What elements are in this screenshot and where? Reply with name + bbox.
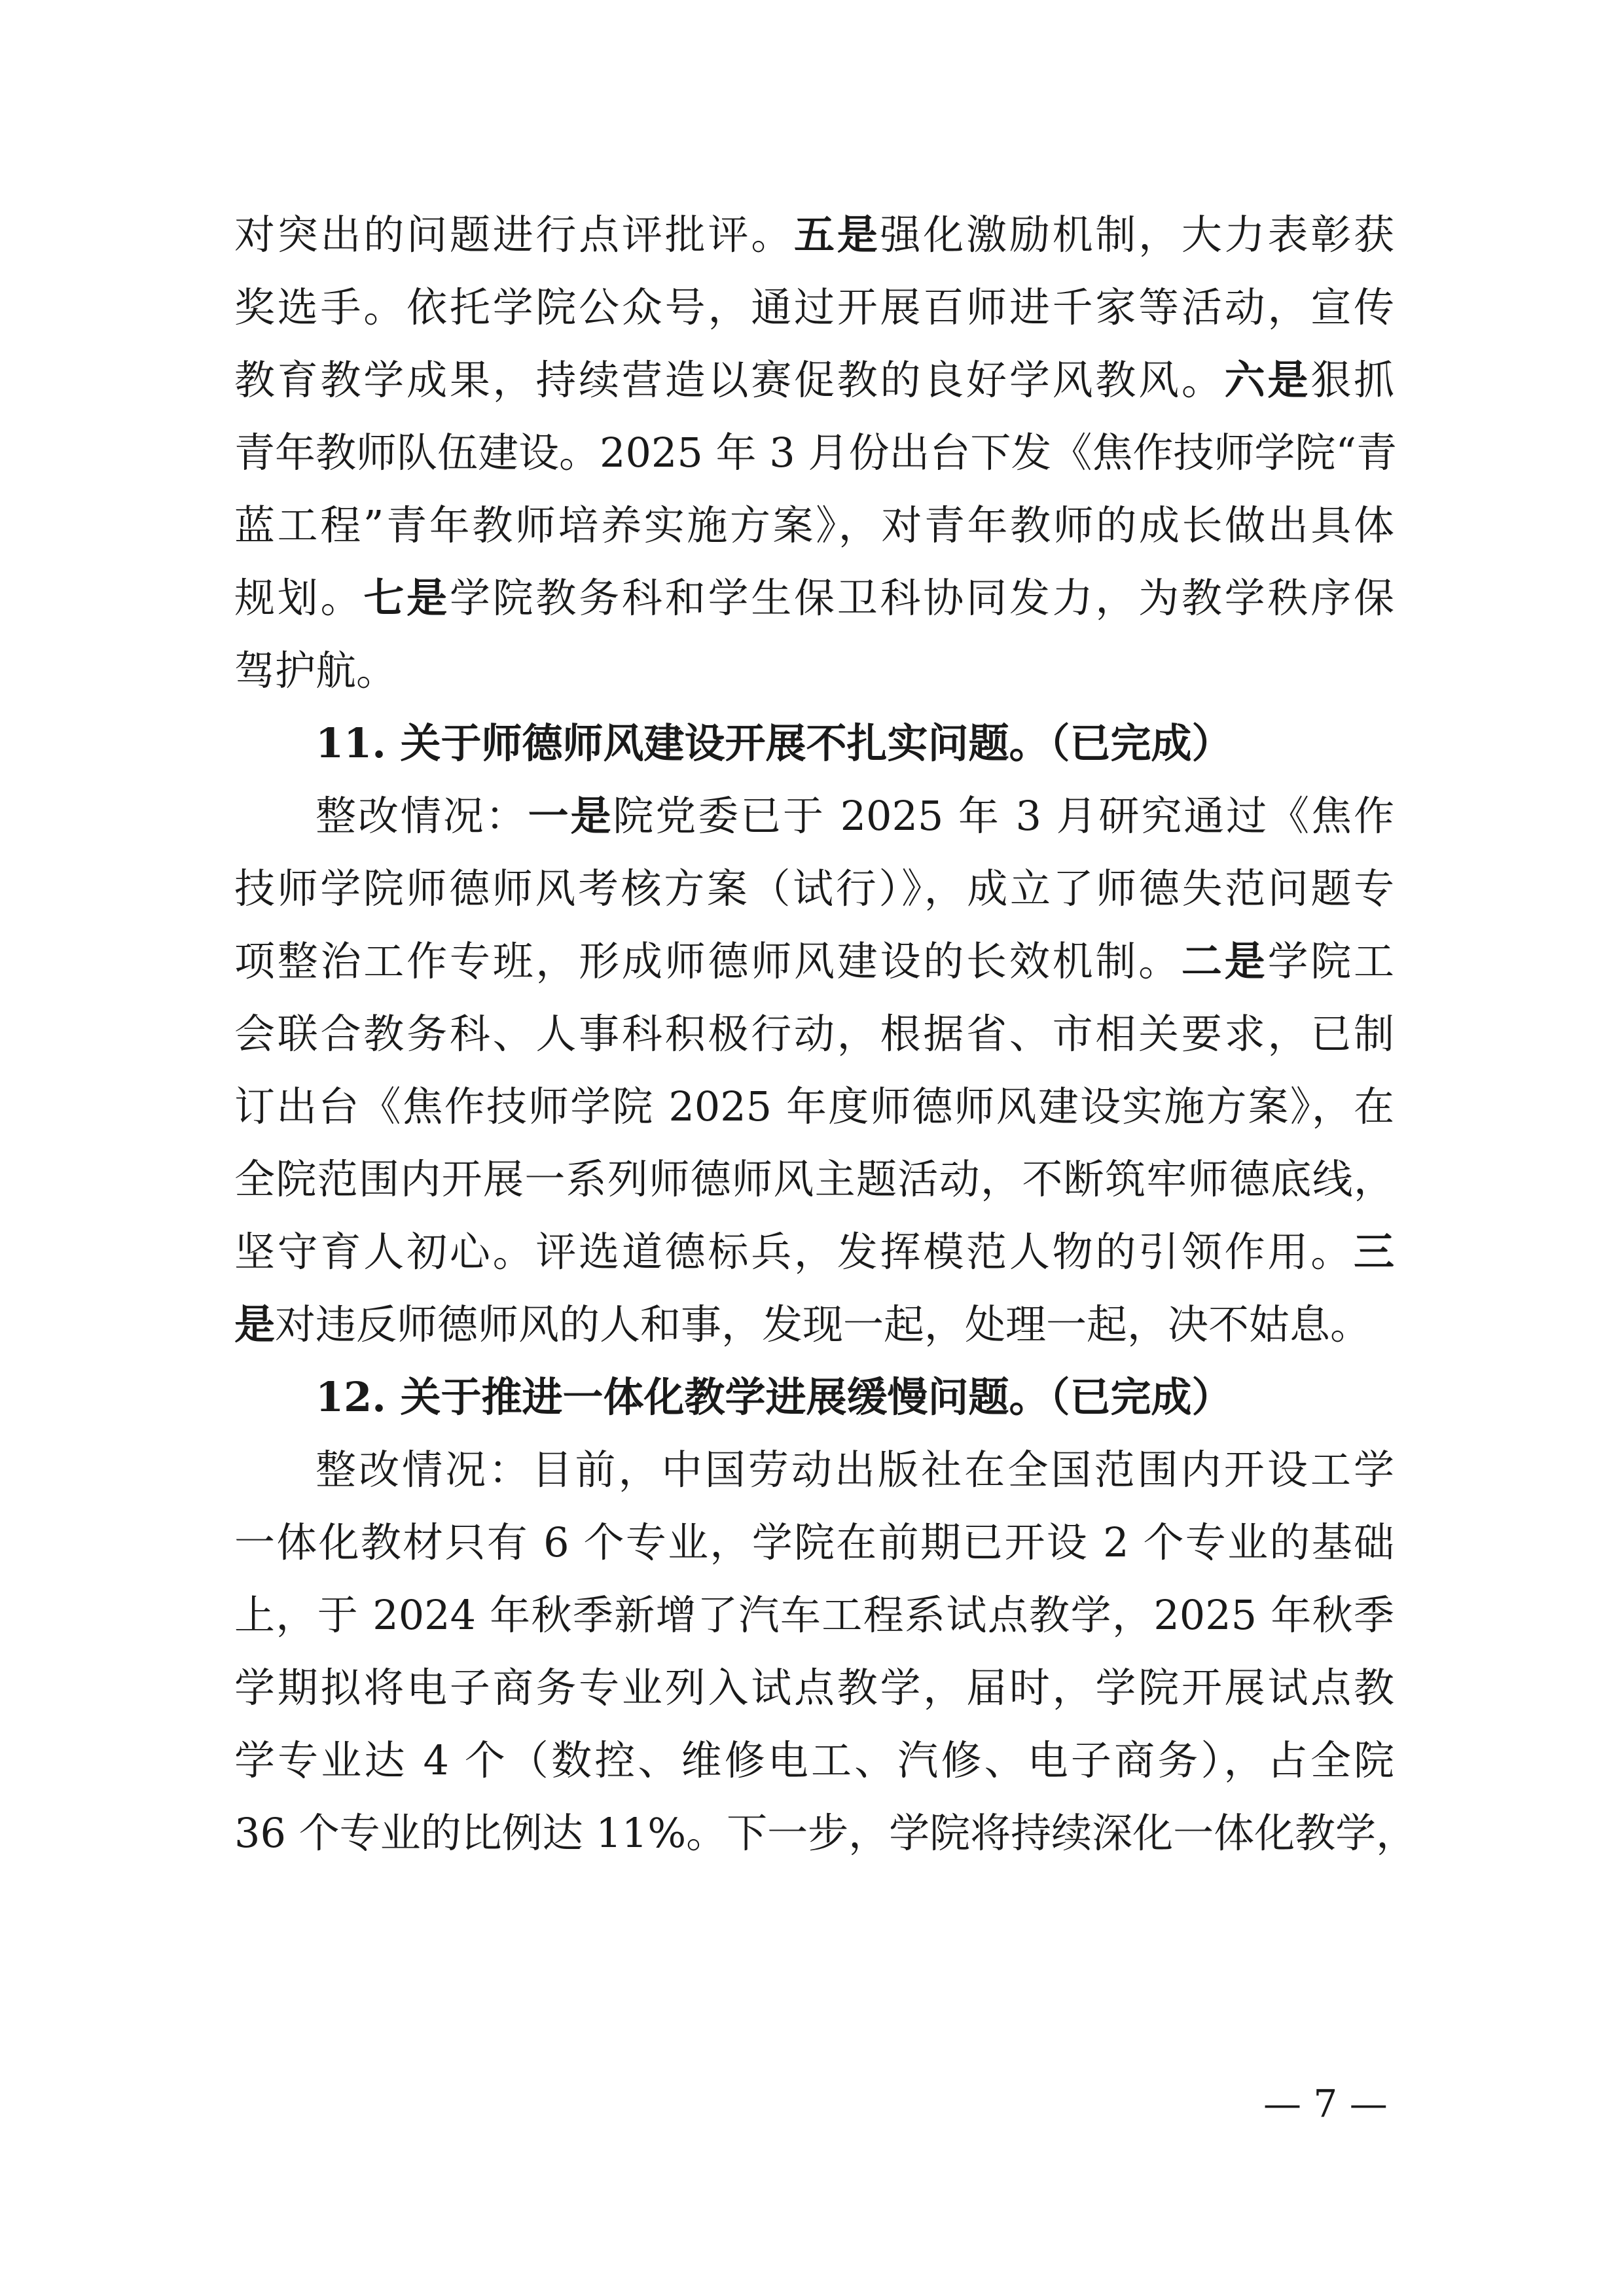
text-line [234,852,1394,925]
text-line [234,1433,1394,1506]
text-segment: 蓝工程”青年教师培养实施方案》，对青年教师的成长做出具体 [234,501,1394,549]
body-text [234,198,1417,1869]
text-line [234,1724,1394,1797]
text-line [234,489,1394,562]
page-number: — 7 — [1263,2081,1388,2126]
text-segment: 规划。 [234,574,364,622]
text-segment: 学期拟将电子商务专业列入试点教学，届时，学院开展试点教 [234,1664,1394,1712]
text-line [234,634,1394,707]
text-segment: 学专业达 4 个（数控、维修电工、汽修、电子商务），占全院 [234,1736,1394,1784]
text-segment: 学院教务科和学生保卫科协同发力，为教学秩序保 [449,574,1394,622]
text-segment: 对违反师德师风的人和事，发现一起，处理一起，决不姑息。 [275,1300,1371,1348]
text-segment: 整改情况： [316,792,528,840]
text-segment: 项整治工作专班，形成师德师风建设的长效机制。 [234,937,1182,985]
text-line [234,1215,1394,1288]
text-line [234,997,1394,1070]
text-segment: 全院范围内开展一系列师德师风主题活动，不断筑牢师德底线， [234,1155,1394,1203]
emphasis-text: 一是 [528,792,613,840]
text-segment: 院党委已于 2025 年 3 月研究通过《焦作 [613,792,1394,840]
text-segment: 狠抓 [1310,356,1394,404]
text-line [234,271,1394,344]
text-line [234,1579,1394,1651]
section-heading: 11. 关于师德师风建设开展不扎实问题。（已完成） [316,719,1233,767]
text-segment: 上，于 2024 年秋季新增了汽车工程系试点教学，2025 年秋季 [234,1591,1394,1639]
text-segment: 一体化教材只有 6 个专业，学院在前期已开设 2 个专业的基础 [234,1518,1394,1566]
text-line [234,925,1394,997]
text-line [234,1288,1394,1361]
text-line [234,1506,1394,1579]
text-segment: 对突出的问题进行点评批评。 [234,211,794,259]
text-line [234,562,1394,634]
text-segment: 技师学院师德师风考核方案（试行）》，成立了师德失范问题专 [234,865,1394,912]
text-line [234,1651,1394,1724]
section-heading: 12. 关于推进一体化教学进展缓慢问题。（已完成） [316,1373,1233,1421]
text-line [234,1070,1394,1143]
text-segment: 订出台《焦作技师学院 2025 年度师德师风建设实施方案》，在 [234,1083,1394,1130]
text-segment: 奖选手。依托学院公众号，通过开展百师进千家等活动，宣传 [234,283,1394,331]
text-line [234,780,1394,852]
text-segment: 青年教师队伍建设。2025 年 3 月份出台下发《焦作技师学院“青 [234,429,1398,476]
text-segment: 坚守育人初心。评选道德标兵，发挥模范人物的引领作用。 [234,1228,1354,1276]
emphasis-text: 五是 [793,211,880,259]
emphasis-text: 三 [1353,1228,1394,1276]
emphasis-text: 六是 [1224,356,1311,404]
text-line [234,198,1394,271]
text-segment: 会联合教务科、人事科积极行动，根据省、市相关要求，已制 [234,1010,1394,1058]
emphasis-text: 二是 [1181,937,1268,985]
text-line [234,344,1394,416]
text-segment: 学院工 [1267,937,1394,985]
text-segment: 驾护航。 [234,647,397,694]
text-segment: 整改情况：目前，中国劳动出版社在全国范围内开设工学 [316,1446,1394,1494]
text-segment: 教育教学成果，持续营造以赛促教的良好学风教风。 [234,356,1225,404]
emphasis-text: 七是 [363,574,450,622]
text-line [234,1797,1417,1869]
text-line [234,416,1398,489]
text-line [234,1143,1394,1215]
emphasis-text: 是 [234,1300,276,1348]
text-segment: 强化激励机制，大力表彰获 [880,211,1394,259]
text-segment: 36 个专业的比例达 11%。下一步，学院将持续深化一体化教学， [234,1809,1417,1857]
